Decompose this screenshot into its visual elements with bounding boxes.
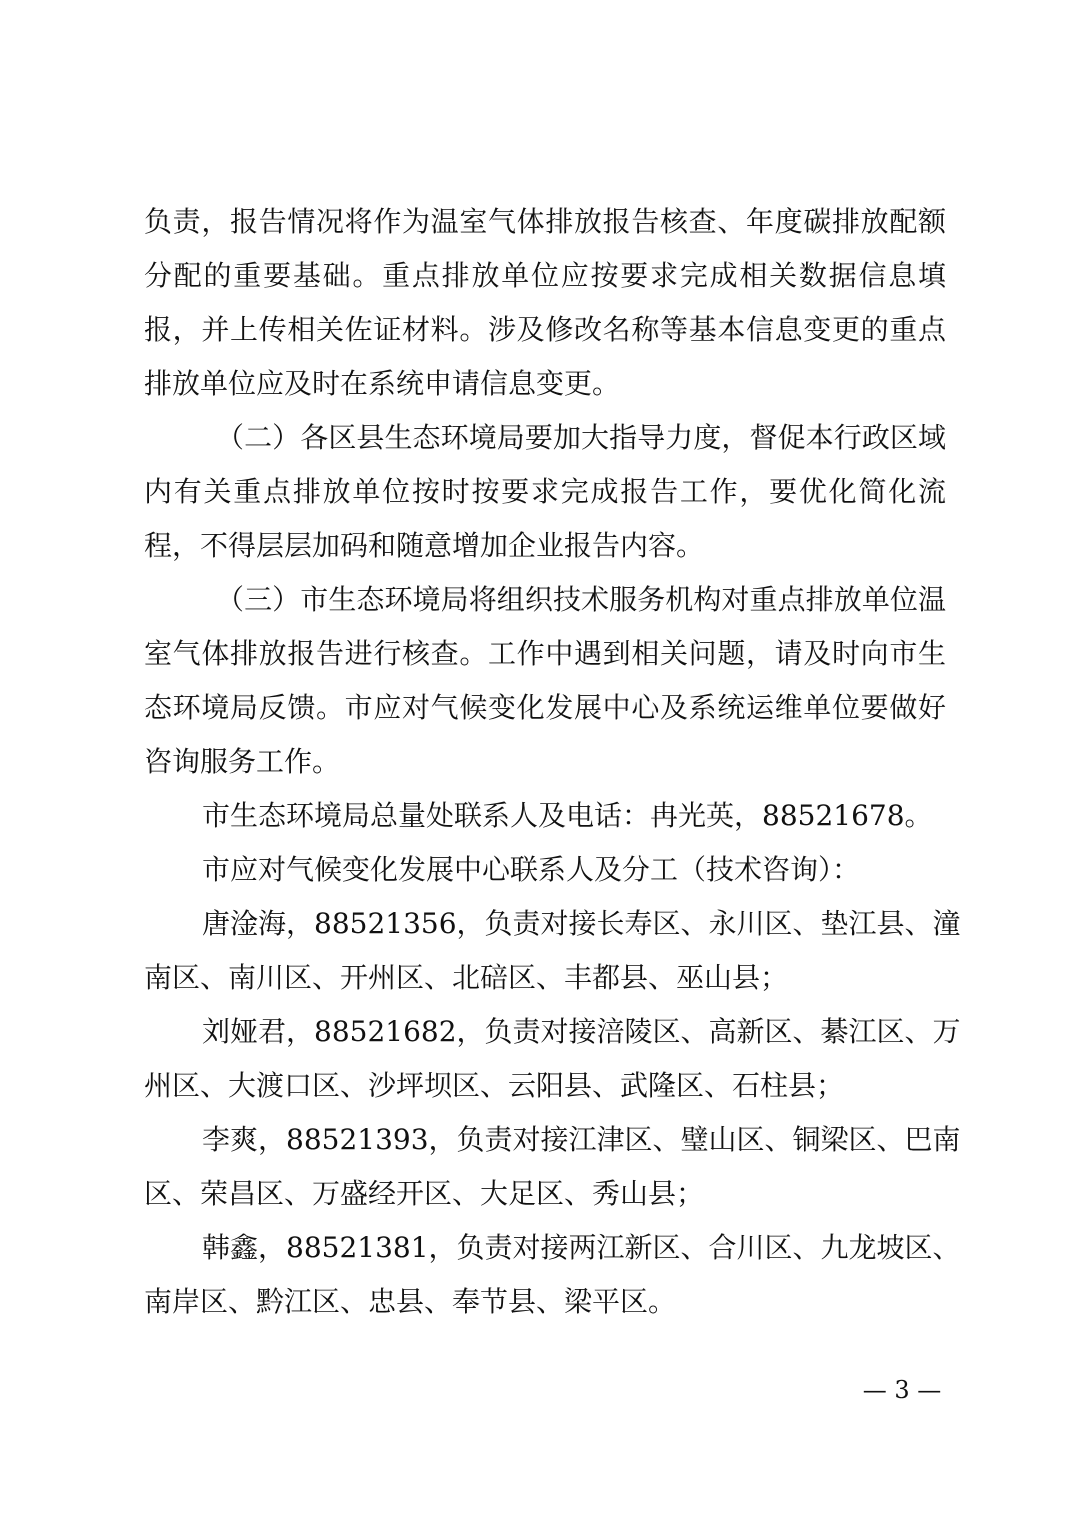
contact-line: 市生态环境局总量处联系人及电话：冉光英，88521678。 bbox=[202, 799, 933, 832]
contact-line: 刘娅君，88521682，负责对接涪陵区、高新区、綦江区、万 bbox=[202, 1015, 961, 1048]
text-line: 咨询服务工作。 bbox=[144, 745, 341, 778]
contact-line: 区、荣昌区、万盛经开区、大足区、秀山县； bbox=[144, 1177, 705, 1210]
contact-line: 南区、南川区、开州区、北碚区、丰都县、巫山县； bbox=[144, 961, 789, 994]
contact-line: 韩鑫，88521381，负责对接两江新区、合川区、九龙坡区、 bbox=[202, 1231, 961, 1264]
page-number: — 3 — bbox=[862, 1376, 942, 1404]
text-line: （三）市生态环境局将组织技术服务机构对重点排放单位温 bbox=[216, 583, 946, 616]
contact-heading: 市应对气候变化发展中心联系人及分工（技术咨询）： bbox=[202, 853, 861, 886]
text-line: 排放单位应及时在系统申请信息变更。 bbox=[144, 367, 621, 400]
contact-line: 李爽，88521393，负责对接江津区、璧山区、铜梁区、巴南 bbox=[202, 1123, 961, 1156]
text-line: 负责，报告情况将作为温室气体排放报告核查、年度碳排放配额 bbox=[144, 205, 946, 238]
document-body bbox=[144, 195, 961, 1329]
text-line: 态环境局反馈。市应对气候变化发展中心及系统运维单位要做好 bbox=[144, 691, 946, 724]
text-line: （二）各区县生态环境局要加大指导力度，督促本行政区域 bbox=[216, 421, 946, 454]
contact-line: 唐淦海，88521356，负责对接长寿区、永川区、垫江县、潼 bbox=[202, 907, 961, 940]
text-line: 报，并上传相关佐证材料。涉及修改名称等基本信息变更的重点 bbox=[144, 313, 946, 346]
contact-line: 南岸区、黔江区、忠县、奉节县、梁平区。 bbox=[144, 1285, 677, 1318]
contact-line: 州区、大渡口区、沙坪坝区、云阳县、武隆区、石柱县； bbox=[144, 1069, 845, 1102]
text-line: 内有关重点排放单位按时按要求完成报告工作，要优化简化流 bbox=[144, 475, 946, 508]
text-line: 室气体排放报告进行核查。工作中遇到相关问题，请及时向市生 bbox=[144, 637, 946, 670]
text-line: 分配的重要基础。重点排放单位应按要求完成相关数据信息填 bbox=[144, 259, 946, 292]
text-line: 程，不得层层加码和随意增加企业报告内容。 bbox=[144, 529, 705, 562]
